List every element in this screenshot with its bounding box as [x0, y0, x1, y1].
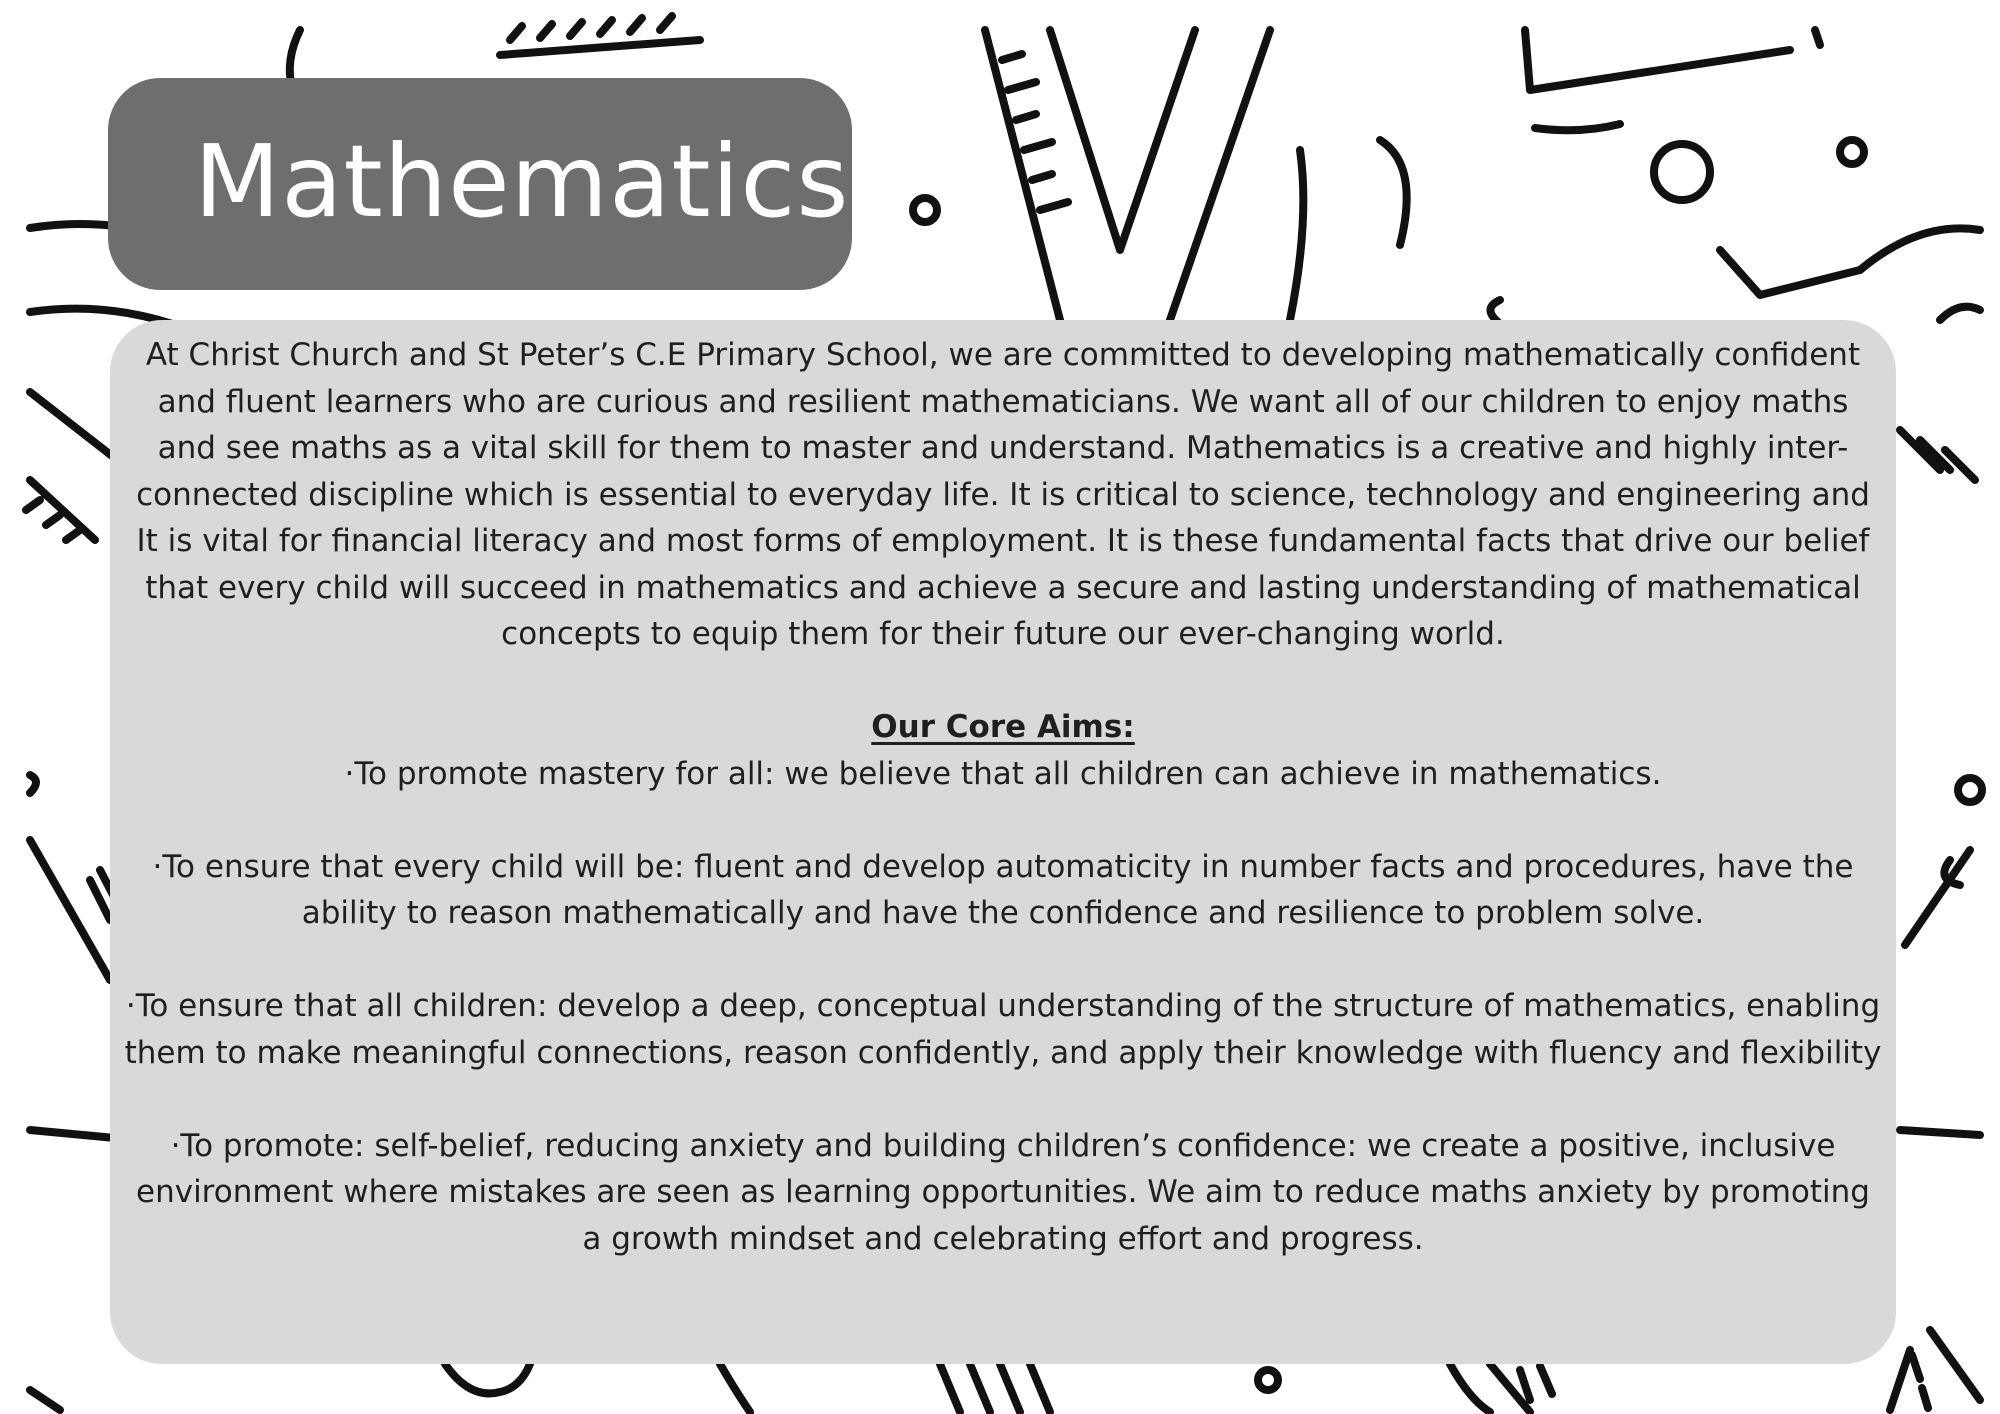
intro-paragraph: At Christ Church and St Peter’s C.E Primary School, we are committed to developing mathematically confident and fluent learners who are curious and resilient mathematicians. We want all of our children to enjoy maths and see maths as a vital skill for them to master and understand. Mathematics is a creative and highly inter-connected discipline which is essential to everyday life. It is critical to science, technology and engineering and It is vital for financial literacy and most forms of employment. It is these fundamental facts that drive our belief that every child will succeed in mathematics and achieve a secure and lasting understanding of mathematical concepts to equip them for their future our ever-changing world.	[136, 337, 1870, 652]
aims-heading: Our Core Aims:	[871, 709, 1135, 745]
content-panel	[110, 320, 1896, 1364]
page-title: Mathematics	[194, 123, 850, 240]
aim-item: ·To promote mastery for all: we believe that all children can achieve in mathematics.	[344, 755, 1662, 792]
aim-item: ·To ensure that every child will be: fluent and develop automaticity in number facts and procedures, have the ability to reason mathematically and have the confidence and resilience to problem solve.	[152, 848, 1854, 931]
aim-item: ·To promote: self-belief, reducing anxiety and building children’s confidence: we create a positive, inclusive environment where mistakes are seen as learning opportunities. We aim to reduce maths anxiety by promoting a growth mindset and celebrating effort and progress.	[136, 1127, 1870, 1257]
aim-item: ·To ensure that all children: develop a deep, conceptual understanding of the structure of mathematics, enabling them to make meaningful connections, reason confidently, and apply their knowledge with fluency and flexibility	[124, 988, 1882, 1071]
title-banner	[108, 78, 852, 290]
